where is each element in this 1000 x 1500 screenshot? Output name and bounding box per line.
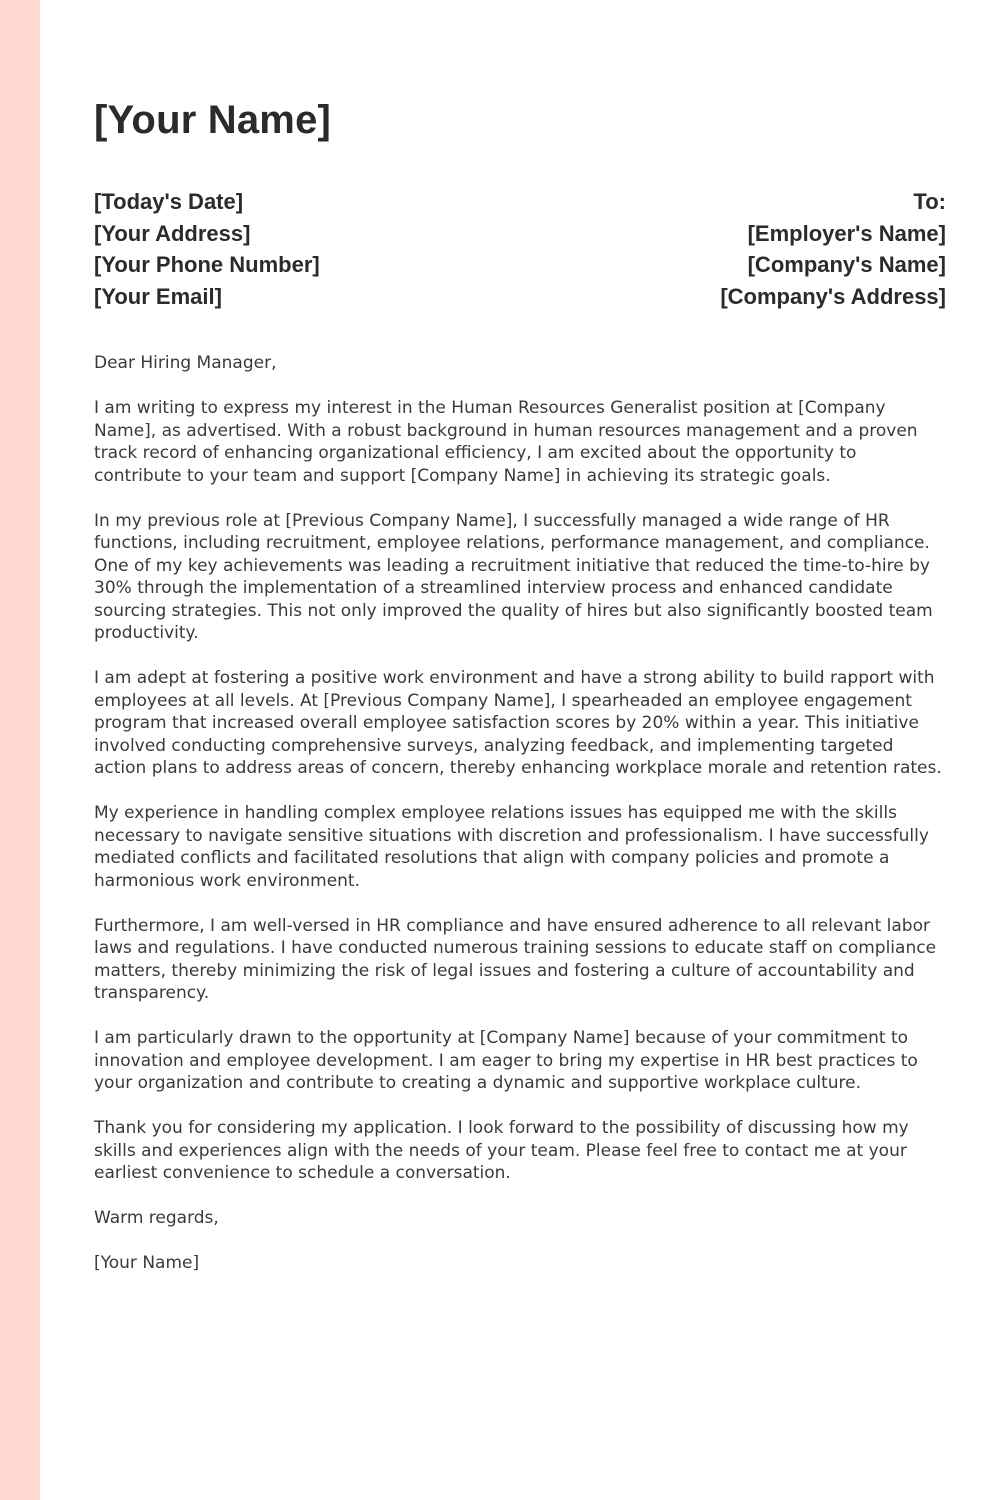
recipient-company-name: [Company's Name] (747, 252, 946, 277)
closing: Warm regards, (94, 1208, 219, 1228)
body-paragraph: I am particularly drawn to the opportunity at [Company Name] because of your commitment to innovation and employee development. I am eager to bring my expertise in HR best practices to your organization and contribute to creating a dynamic and supportive workplace culture. (94, 1028, 918, 1093)
recipient-employer-name: [Employer's Name] (747, 220, 946, 246)
sender-date: [Today's Date] (94, 189, 244, 214)
body-paragraph: I am adept at fostering a positive work environment and have a strong ability to build rapport with employees at all levels. At [Previous Company Name], I spearheaded an employee engagement program that increased overall employee satisfaction scores by 20% within a year. This initiative involved conducting comprehensive surveys, analyzing feedback, and implementing targeted action plans to address areas of concern, thereby enhancing workplace morale and retention rates. (94, 668, 942, 778)
salutation: Dear Hiring Manager, (94, 353, 277, 373)
contact-block (94, 186, 946, 312)
sender-email: [Your Email] (94, 283, 222, 309)
body-paragraph: My experience in handling complex employee relations issues has equipped me with the skills necessary to navigate sensitive situations with discretion and professionalism. I have successfully mediated conflicts and facilitated resolutions that align with company policies and promote a harmonious work environment. (94, 803, 929, 891)
letter-body (94, 352, 946, 1297)
accent-sidebar-bar (0, 0, 40, 1500)
body-paragraph: Thank you for considering my application. I look forward to the possibility of discussing how my skills and experiences align with the needs of your team. Please feel free to contact me at your earliest convenience to schedule a conversation. (94, 1118, 909, 1183)
sender-info (94, 186, 320, 312)
sender-address: [Your Address] (94, 220, 251, 246)
sender-phone: [Your Phone Number] (94, 252, 320, 277)
recipient-info (720, 186, 946, 312)
recipient-to-label: To: (913, 189, 946, 214)
body-paragraph: In my previous role at [Previous Company Name], I successfully managed a wide range of HR functions, including recruitment, employee relations, performance management, and compliance. One of my key achievements was leading a recruitment initiative that reduced the time-to-hire by 30% through the implementation of a streamlined interview process and enhanced candidate sourcing strategies. This not only improved the quality of hires but also significantly boosted team productivity. (94, 510, 933, 643)
signature: [Your Name] (94, 1253, 200, 1273)
body-paragraph: Furthermore, I am well-versed in HR compliance and have ensured adherence to all relevant labor laws and regulations. I have conducted numerous training sessions to educate staff on compliance matters, thereby minimizing the risk of legal issues and fostering a culture of accountability and transparency. (94, 915, 937, 1003)
applicant-name-heading: [Your Name] (94, 98, 332, 142)
body-paragraph: I am writing to express my interest in the Human Resources Generalist position at [Company Name], as advertised. With a robust background in human resources management and a proven track record of enhancing organizational efficiency, I am excited about the opportunity to contribute to your team and support [Company Name] in achieving its strategic goals. (94, 398, 918, 486)
recipient-company-address: [Company's Address] (720, 283, 946, 309)
